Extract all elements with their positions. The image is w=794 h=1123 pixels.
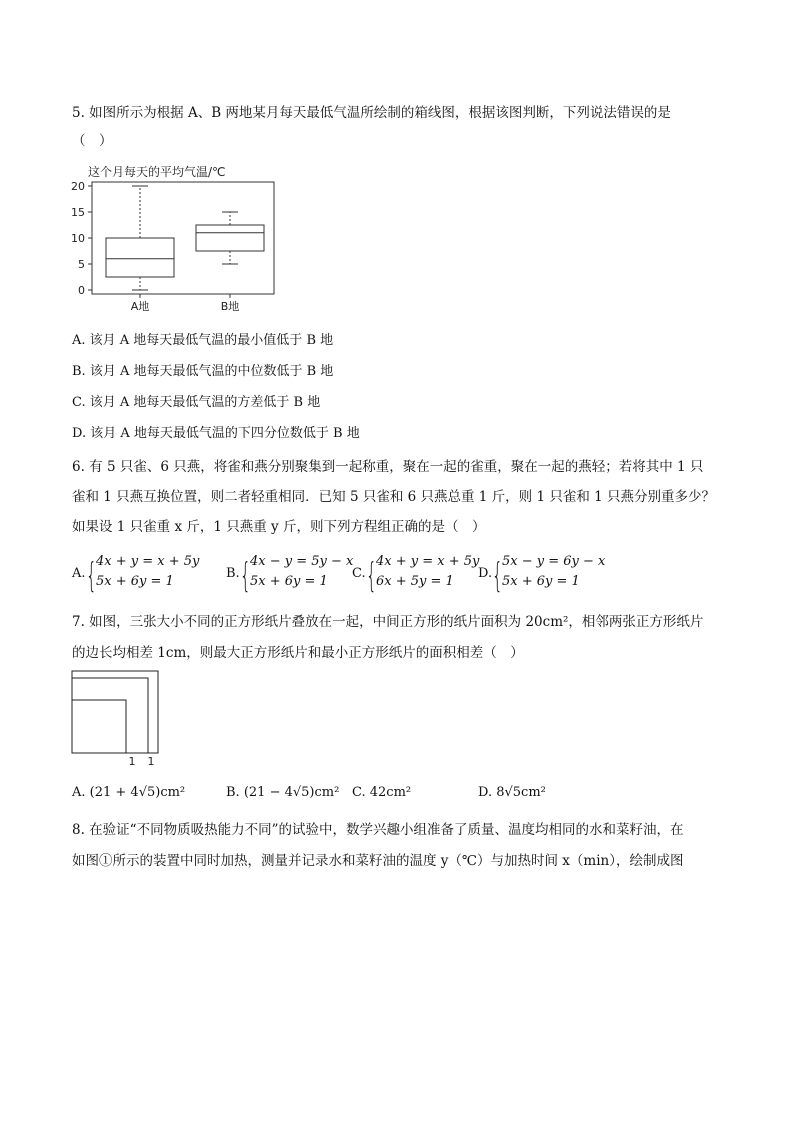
y-tick-label: 5 bbox=[78, 258, 85, 271]
q6-option-a-eq1: 4x + y = x + 5y bbox=[96, 554, 200, 569]
q6-option-a-label: A. bbox=[72, 566, 86, 581]
q6-option-d-eq1: 5x − y = 6y − x bbox=[502, 554, 606, 569]
q6-line-2: 雀和 1 只燕互换位置，则二者轻重相同．已知 5 只雀和 6 只燕总重 1 斤，则 1 只雀和 1 只燕分别重多少？ bbox=[72, 489, 716, 505]
q6-option-d-label: D. bbox=[478, 566, 493, 581]
squares-figure bbox=[70, 669, 170, 769]
q5-stem: 5. 如图所示为根据 A、B 两地某月每天最低气温所绘制的箱线图，根据该图判断，下列说法错误的是 bbox=[72, 105, 671, 121]
chart-title: 这个月每天的平均气温/℃ bbox=[88, 165, 226, 179]
large-square bbox=[72, 671, 158, 753]
q7-option-d: D. 8√5cm² bbox=[478, 785, 546, 800]
x-tick-label: B地 bbox=[220, 300, 240, 312]
y-tick-label: 10 bbox=[71, 232, 85, 245]
iqr-box bbox=[196, 225, 264, 251]
x-tick-label: A地 bbox=[130, 300, 150, 312]
gap-label-1: 1 bbox=[128, 755, 136, 768]
q7-line-1: 7. 如图，三张大小不同的正方形纸片叠放在一起，中间正方形的纸片面积为 20cm²，相邻两张正方形纸片 bbox=[72, 614, 704, 630]
box-b bbox=[196, 212, 264, 264]
q5-option-a: A. 该月 A 地每天最低气温的最小值低于 B 地 bbox=[72, 333, 334, 348]
y-tick-label: 0 bbox=[78, 284, 85, 297]
y-tick-label: 20 bbox=[71, 180, 85, 193]
q7-option-a: A. (21 + 4√5)cm² bbox=[72, 785, 186, 800]
q7-option-c: C. 42cm² bbox=[352, 785, 412, 800]
q5-option-c: C. 该月 A 地每天最低气温的方差低于 B 地 bbox=[72, 395, 321, 410]
q6-option-b-eq2: 5x + 6y = 1 bbox=[250, 574, 328, 589]
q5-paren: （ ） bbox=[72, 133, 113, 149]
box-a bbox=[106, 186, 174, 290]
middle-square bbox=[72, 678, 148, 753]
q6-option-c-eq2: 6x + 5y = 1 bbox=[376, 574, 454, 589]
small-square bbox=[72, 700, 126, 753]
q6-option-b-label: B. bbox=[226, 566, 240, 581]
q7-line-2: 的边长均相差 1cm，则最大正方形纸片和最小正方形纸片的面积相差（ ） bbox=[72, 645, 524, 661]
q8-line-2: 如图①所示的装置中同时加热，测量并记录水和菜籽油的温度 y（℃）与加热时间 x（min），绘制成图 bbox=[72, 853, 684, 869]
q5-option-d: D. 该月 A 地每天最低气温的下四分位数低于 B 地 bbox=[72, 426, 360, 441]
brace-icon: { bbox=[492, 556, 503, 596]
q8-line-1: 8. 在验证“不同物质吸热能力不同”的试验中，数学兴趣小组准备了质量、温度均相同的水和菜籽油，在 bbox=[72, 822, 684, 838]
q6-line-3: 如果设 1 只雀重 x 斤，1 只燕重 y 斤，则下列方程组正确的是（ ） bbox=[72, 519, 486, 535]
iqr-box bbox=[106, 238, 174, 277]
gap-label-2: 1 bbox=[147, 755, 155, 768]
q6-line-1: 6. 有 5 只雀、6 只燕，将雀和燕分别聚集到一起称重，聚在一起的雀重，聚在一起的燕轻；若将其中 1 只 bbox=[72, 459, 704, 475]
q6-option-d-eq2: 5x + 6y = 1 bbox=[502, 574, 580, 589]
q6-option-c-label: C. bbox=[352, 566, 366, 581]
q6-option-c-eq1: 4x + y = x + 5y bbox=[376, 554, 480, 569]
brace-icon: { bbox=[366, 556, 377, 596]
y-tick-label: 15 bbox=[71, 206, 85, 219]
brace-icon: { bbox=[240, 556, 251, 596]
q7-option-b: B. (21 − 4√5)cm² bbox=[226, 785, 340, 800]
boxplot-chart bbox=[70, 162, 290, 312]
q6-option-a-eq2: 5x + 6y = 1 bbox=[96, 574, 174, 589]
brace-icon: { bbox=[86, 556, 97, 596]
q5-option-b: B. 该月 A 地每天最低气温的中位数低于 B 地 bbox=[72, 364, 334, 379]
q6-option-b-eq1: 4x − y = 5y − x bbox=[250, 554, 354, 569]
